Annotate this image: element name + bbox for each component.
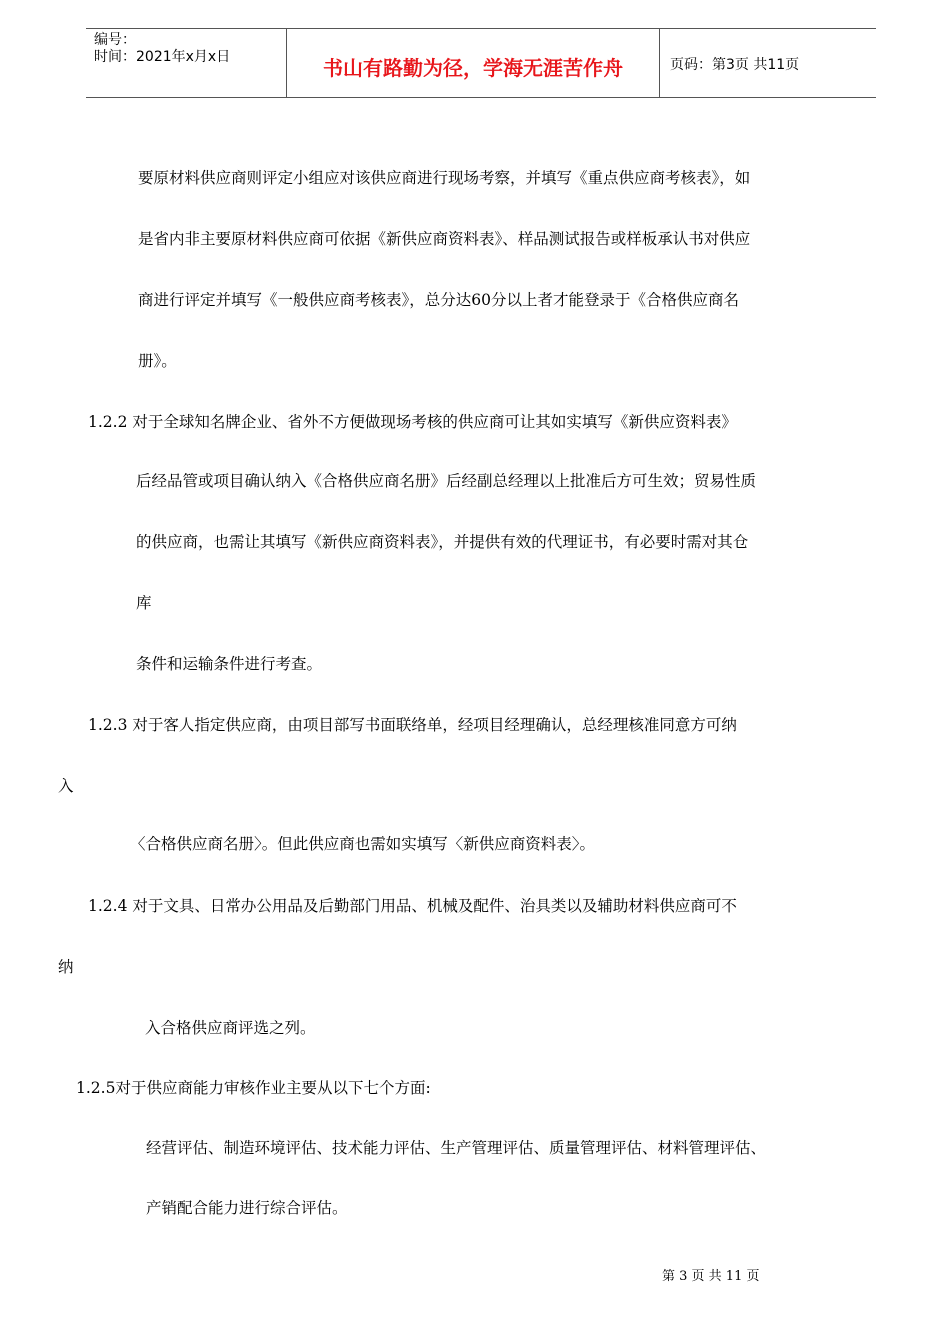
header-meta: [86, 29, 287, 97]
body-line-15: 入合格供应商评选之列。: [145, 1019, 316, 1037]
page-footer: 第 3 页 共 11 页: [662, 1269, 760, 1284]
body-line-2: 是省内非主要原材料供应商可依据《新供应商资料表》、样品测试报告或样板承认书对供应: [138, 230, 751, 248]
body-line-3: 商进行评定并填写《一般供应商考核表》，总分达60分以上者才能登录于《合格供应商名: [138, 291, 739, 309]
body-line-7: 的供应商，也需让其填写《新供应商资料表》，并提供有效的代理证书，有必要时需对其仓: [136, 533, 749, 551]
body-line-17: 经营评估、制造环境评估、技术能力评估、生产管理评估、质量管理评估、材料管理评估、: [146, 1139, 767, 1157]
body-line-1: 要原材料供应商则评定小组应对该供应商进行现场考察，并填写《重点供应商考核表》，如: [138, 169, 751, 187]
body-line-13: 1.2.4 对于文具、日常办公用品及后勤部门用品、机械及配件、治具类以及辅助材料供应商可不: [88, 897, 737, 915]
body-line-12: 〈合格供应商名册〉。但此供应商也需如实填写〈新供应商资料表〉。: [130, 835, 596, 853]
body-line-9: 条件和运输条件进行考查。: [136, 655, 323, 673]
body-line-6: 后经品管或项目确认纳入《合格供应商名册》后经副总经理以上批准后方可生效；贸易性质: [136, 472, 757, 490]
body-line-5: 1.2.2 对于全球知名牌企业、省外不方便做现场考核的供应商可让其如实填写《新供应资料表》: [88, 413, 737, 431]
body-line-8: 库: [136, 594, 152, 612]
page-header: [86, 28, 876, 98]
body-line-11: 入: [58, 777, 74, 795]
body-line-4: 册》。: [138, 352, 177, 370]
time-label: 时间：2021年x月x日: [94, 49, 231, 65]
body-line-18: 产销配合能力进行综合评估。: [146, 1199, 348, 1217]
body-line-16: 1.2.5对于供应商能力审核作业主要从以下七个方面:: [76, 1079, 431, 1097]
header-page-info: 页码：第3页 共11页: [670, 57, 800, 73]
body-line-10: 1.2.3 对于客人指定供应商，由项目部写书面联络单，经项目经理确认，总经理核准同意方可纳: [88, 716, 737, 734]
serial-label: 编号：: [94, 32, 136, 48]
header-slogan: 书山有路勤为径，学海无涯苦作舟: [287, 29, 660, 97]
body-line-14: 纳: [58, 958, 74, 976]
